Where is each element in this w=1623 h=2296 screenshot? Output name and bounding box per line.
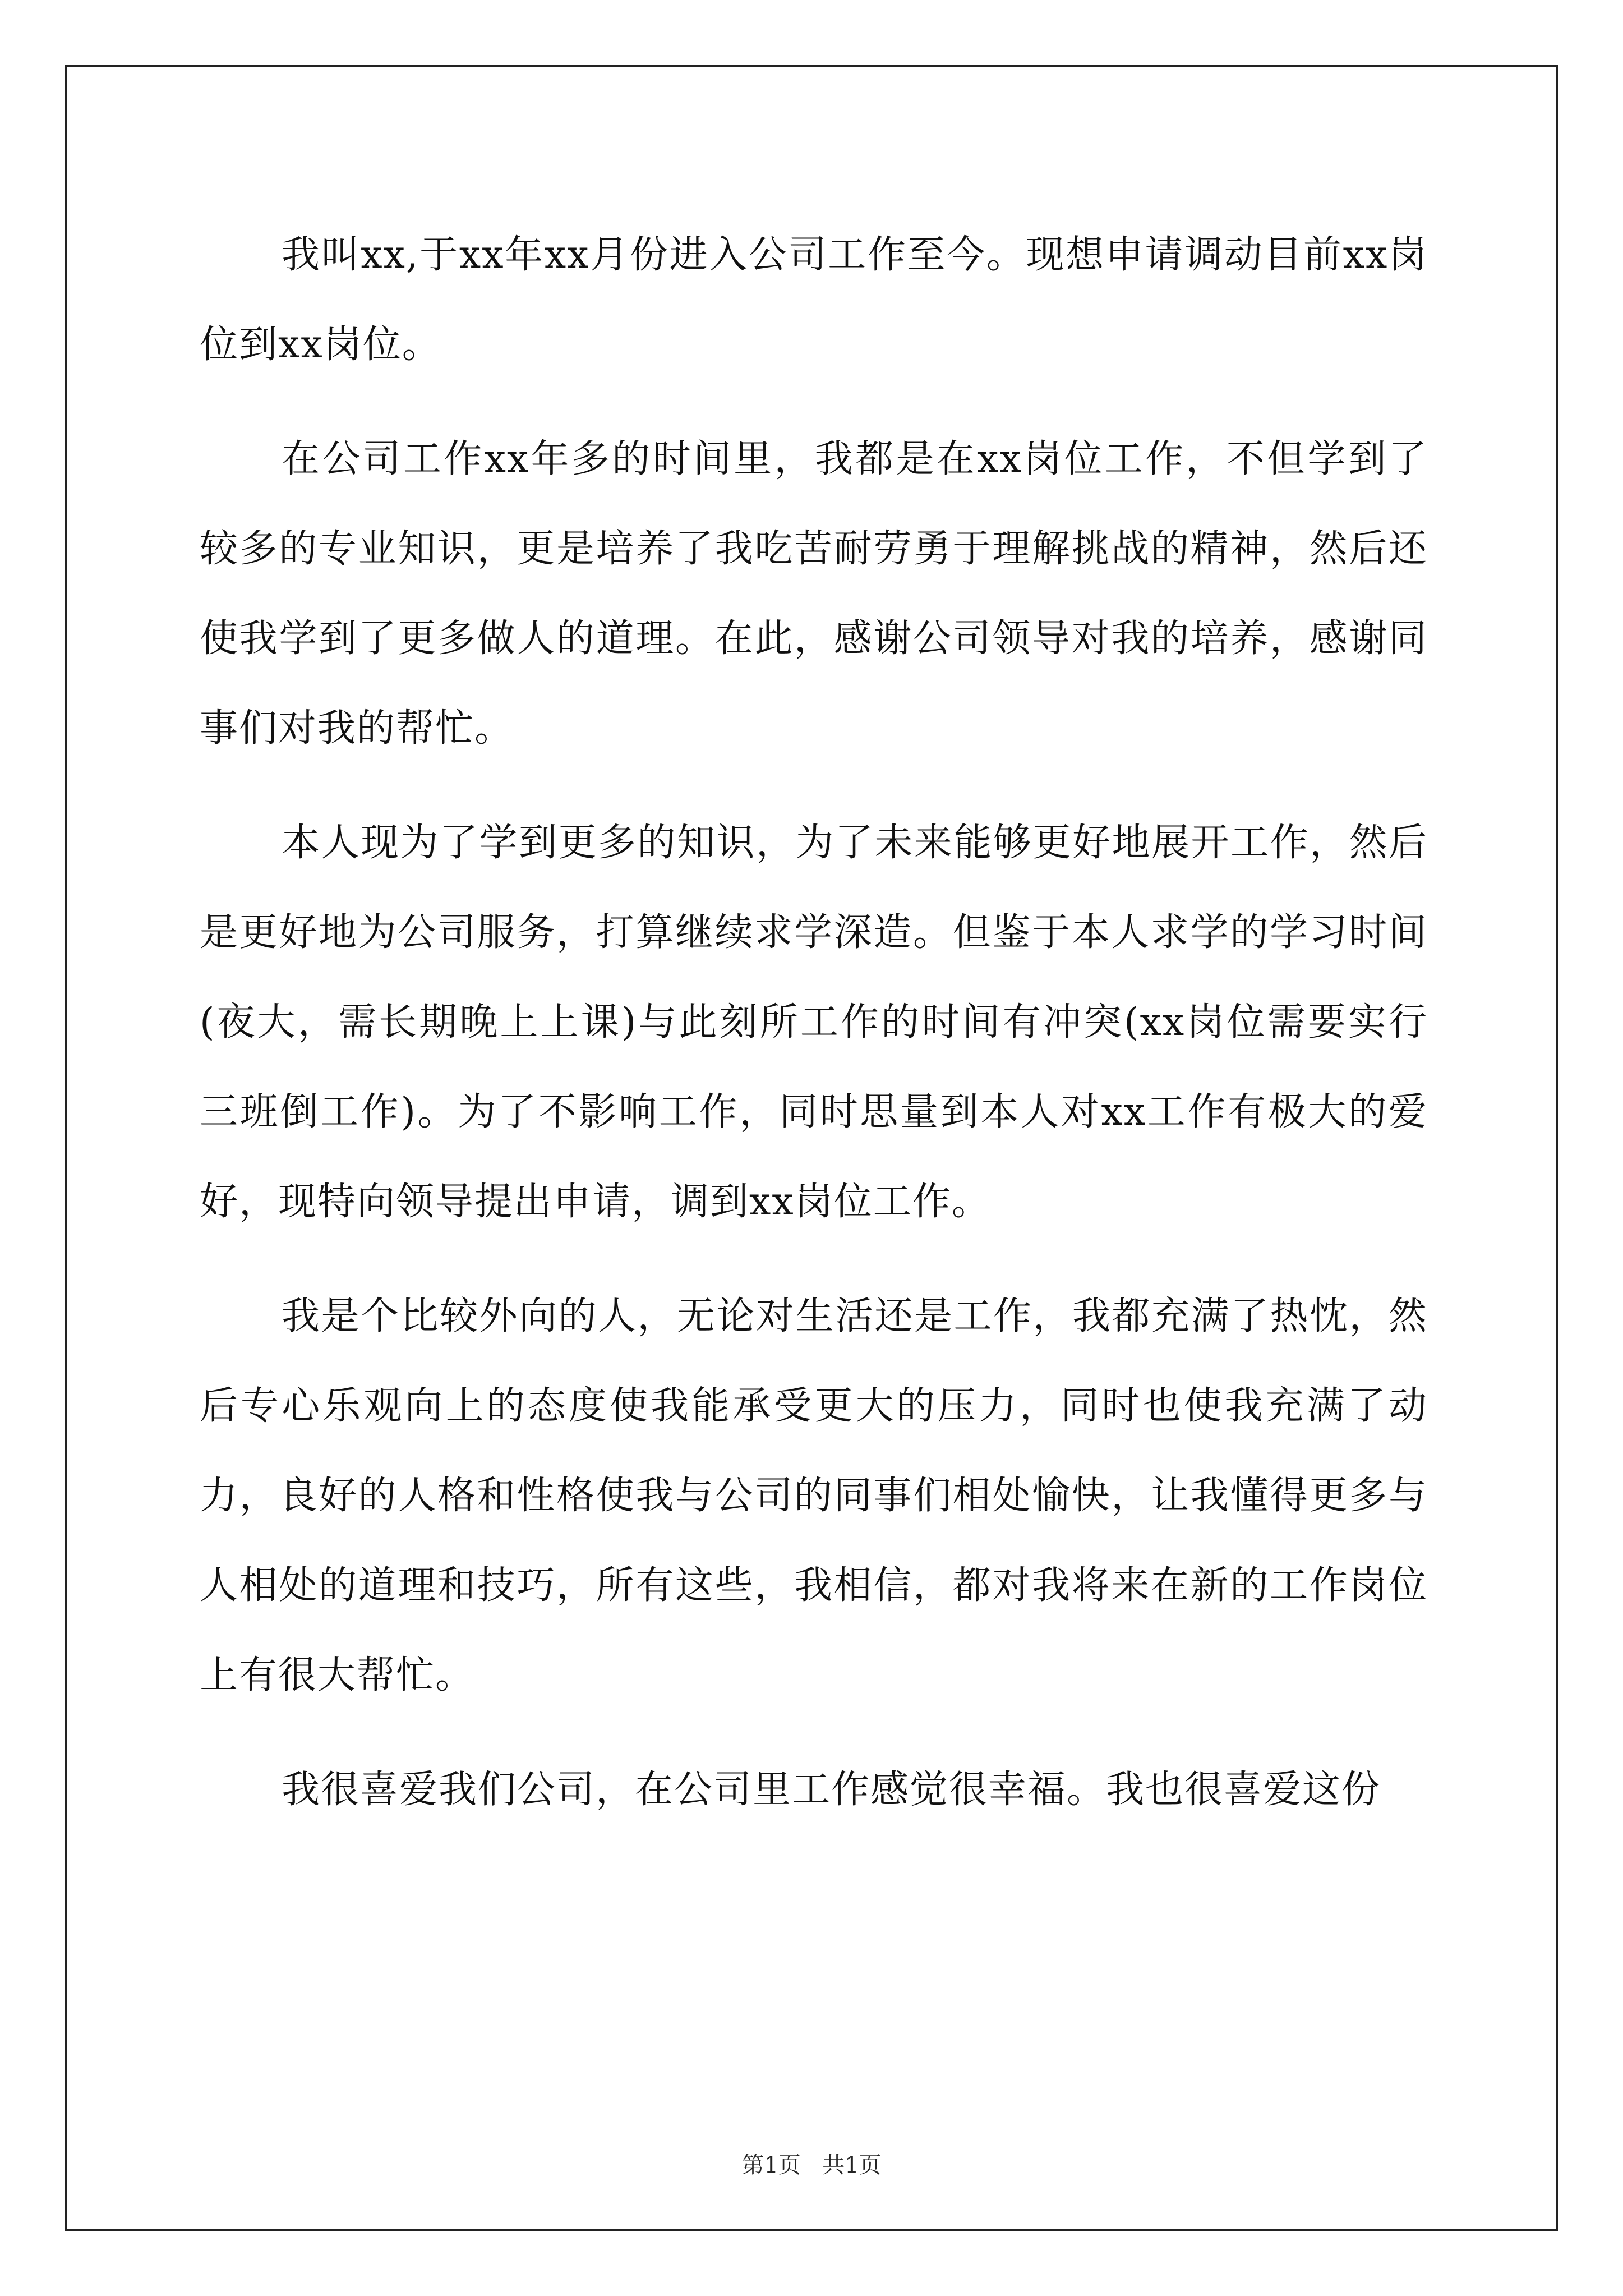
paragraph-1: 我叫xx,于xx年xx月份进入公司工作至今。现想申请调动目前xx岗位到xx岗位。	[200, 233, 1428, 367]
paragraph-4: 我是个比较外向的人，无论对生活还是工作，我都充满了热忱，然后专心乐观向上的态度使我能承受更大的压力，同时也使我充满了动力，良好的人格和性格使我与公司的同事们相处愉快，让我懂得更多与人相处的道理和技巧，所有这些，我相信，都对我将来在新的工作岗位上有很大帮忙。	[200, 1294, 1428, 1697]
page-total: 共1页	[822, 2152, 882, 2178]
page-footer	[0, 2148, 1623, 2182]
page-number: 第1页	[741, 2152, 801, 2178]
paragraph-2: 在公司工作xx年多的时间里，我都是在xx岗位工作，不但学到了较多的专业知识，更是培养了我吃苦耐劳勇于理解挑战的精神，然后还使我学到了更多做人的道理。在此，感谢公司领导对我的培养，感谢同事们对我的帮忙。	[200, 437, 1428, 751]
document-body	[200, 210, 1428, 1860]
paragraph-5: 我很喜爱我们公司，在公司里工作感觉很幸福。我也很喜爱这份	[282, 1768, 1381, 1812]
paragraph-3: 本人现为了学到更多的知识，为了未来能够更好地展开工作，然后是更好地为公司服务，打算继续求学深造。但鉴于本人求学的学习时间(夜大，需长期晚上上课)与此刻所工作的时间有冲突(xx岗位需要实行三班倒工作)。为了不影响工作，同时思量到本人对xx工作有极大的爱好，现特向领导提出申请，调到xx岗位工作。	[200, 821, 1428, 1224]
